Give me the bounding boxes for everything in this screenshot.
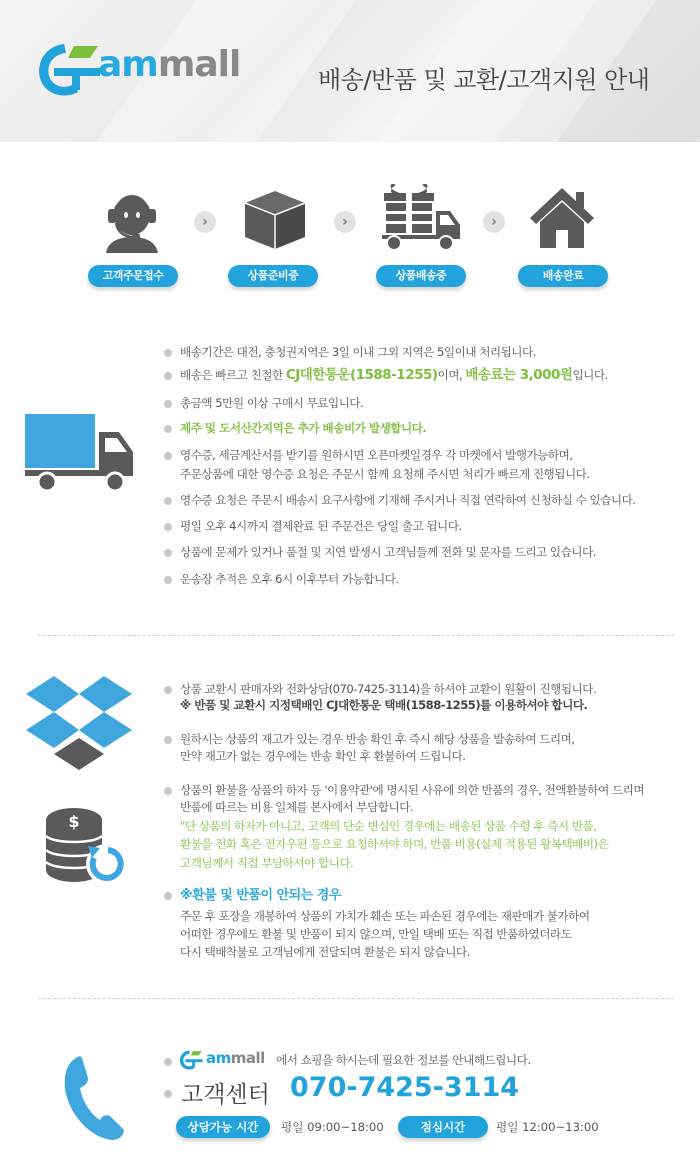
- customer-center-label: 고객센터: [181, 1082, 270, 1108]
- step-arrow-icon: ›: [334, 211, 356, 233]
- support-intro: 에서 쇼핑을 하시는데 필요한 정보를 안내해드립니다.: [276, 1053, 531, 1067]
- step-pill-order-received: 고객주문접수: [88, 265, 178, 287]
- returns-carrier-notice: ※ 반품 및 교환시 지정택배인 CJ대한통운 택배(1588-1255)를 이용하셔야 합니다.: [180, 698, 588, 712]
- shipping-carrier-mid: 이며,: [437, 368, 466, 382]
- customer-service-icon: [104, 185, 160, 253]
- shipping-item-text: 영수증 요청은 주문시 배송시 요구사항에 기재해 주시거나 직접 연락하여 신청하실 수 있습니다.: [180, 493, 636, 507]
- shipping-carrier-pre: 배송은 빠르고 친절한: [180, 368, 286, 382]
- shipping-item-text: 주문상품에 대한 영수증 요청은 주문시 함께 요청해 주시면 처리가 빠르게 진행됩니다.: [180, 467, 590, 481]
- step-pill-delivered: 배송완료: [518, 265, 608, 287]
- step-arrow-icon: ›: [194, 211, 216, 233]
- support-bullet: [164, 1058, 172, 1066]
- step-pill-preparing: 상품준비중: [228, 265, 318, 287]
- money-refund-icon: [44, 806, 128, 888]
- page-title: 배송/반품 및 교환/고객지원 안내: [318, 66, 650, 94]
- step-pill-shipping: 상품배송중: [376, 265, 466, 287]
- shipping-carrier-post: 입니다.: [572, 368, 608, 382]
- logo-am: am: [206, 1049, 231, 1067]
- no-refund-title: ※환불 및 반품이 안되는 경우: [180, 888, 341, 903]
- returns-item-text: 상품의 환불을 상품의 하자 등 '이용약관'에 명시된 사유에 의한 반품의 경우, 전액환불하여 드리며: [180, 783, 645, 797]
- phone-icon: [62, 1054, 128, 1142]
- returns-item-text: 만약 재고가 없는 경우에는 반송 확인 후 환불하여 드립니다.: [180, 749, 466, 763]
- section-divider: [38, 635, 674, 636]
- returns-item-text: 어떠한 경우에도 환불 및 반품이 되지 않으며, 만일 택배 또는 직접 반품하였더라도: [180, 927, 572, 941]
- returns-change-of-mind-notice: 고객님께서 직접 부담하셔야 합니다.: [180, 856, 354, 870]
- returns-item-text: 원하시는 상품의 재고가 있는 경우 반송 확인 후 즉시 해당 상품을 발송하여 드리며,: [180, 732, 575, 746]
- returns-item-text: 반품에 따르는 비용 일체를 본사에서 부담합니다.: [180, 800, 414, 814]
- logo-mall: mall: [157, 44, 241, 85]
- dropbox-icon: [24, 674, 134, 770]
- logo-wordmark: [98, 44, 240, 85]
- gammall-small-logo-icon: [178, 1048, 204, 1072]
- header-banner: [0, 0, 700, 142]
- returns-change-of-mind-notice: "단 상품의 하자가 아니고, 고객의 단순 변심인 경우에는 배송된 상품 수령 후 즉시 반품,: [180, 819, 597, 833]
- step-arrow-icon: ›: [483, 211, 505, 233]
- house-icon: [528, 186, 596, 250]
- returns-item-text: 다시 택배착불로 고객님에게 전달되며 환불은 되지 않습니다.: [180, 945, 470, 959]
- consult-hours: 평일 09:00~18:00: [281, 1120, 384, 1134]
- shipping-item-text: 평일 오후 4시까지 결제완료 된 주문건은 당일 출고 됩니다.: [180, 519, 462, 533]
- gammall-logo-icon: [34, 38, 104, 102]
- consult-hours-pill: 상담가능 시간: [176, 1116, 270, 1138]
- shipping-island-notice: 제주 및 도서산간지역은 추가 배송비가 발생합니다.: [180, 421, 427, 435]
- shipping-item-text: 배송기간은 대전, 충청권지역은 3일 이내 그외 지역은 5일이내 처리됩니다.: [180, 345, 536, 359]
- customer-center-phone[interactable]: 070-7425-3114: [290, 1072, 520, 1103]
- returns-item-text: 상품 교환시 판매자와 전화상담(070-7425-3114)을 하셔야 교환이 원활이 진행됩니다.: [180, 682, 597, 696]
- lunch-time-pill: 점심시간: [398, 1116, 488, 1138]
- logo-am: am: [98, 44, 158, 85]
- shipping-carrier-name: CJ대한통운(1588-1255): [285, 367, 438, 383]
- shipping-item-text: 영수증, 세금계산서를 받기를 원하시면 오픈마켓일경우 각 마켓에서 발행가능하며,: [180, 448, 573, 462]
- shipping-fee: 배송료는 3,000원: [465, 367, 573, 383]
- support-bullet: [164, 1090, 172, 1098]
- lunch-hours: 평일 12:00~13:00: [496, 1120, 599, 1134]
- delivery-truck-icon: [23, 412, 137, 494]
- returns-item-text: 주문 후 포장을 개봉하여 상품의 가치가 훼손 또는 파손된 경우에는 재판매가 불가하여: [180, 909, 590, 923]
- shipping-item-text: 상품에 문제가 있거나 품절 및 지연 발생시 고객님들께 전화 및 문자를 드리고 있습니다.: [180, 545, 596, 559]
- logo-mall: mall: [230, 1049, 265, 1067]
- gift-truck-icon: [378, 181, 462, 253]
- shipping-item-text: 운송장 추적은 오후 6시 이후부터 가능합니다.: [180, 572, 399, 586]
- returns-change-of-mind-notice: 환불을 전화 혹은 전자우편 등으로 요청하셔야 하며, 반품 비용(실제 적용된 왕복택배비)은: [180, 837, 609, 851]
- support-logo-wordmark: [206, 1049, 265, 1067]
- shipping-item-text: 총금액 5만원 이상 구매시 무료입니다.: [180, 396, 364, 410]
- svg-text:$: $: [68, 812, 80, 831]
- box-icon: [243, 189, 307, 251]
- section-divider: [38, 998, 674, 999]
